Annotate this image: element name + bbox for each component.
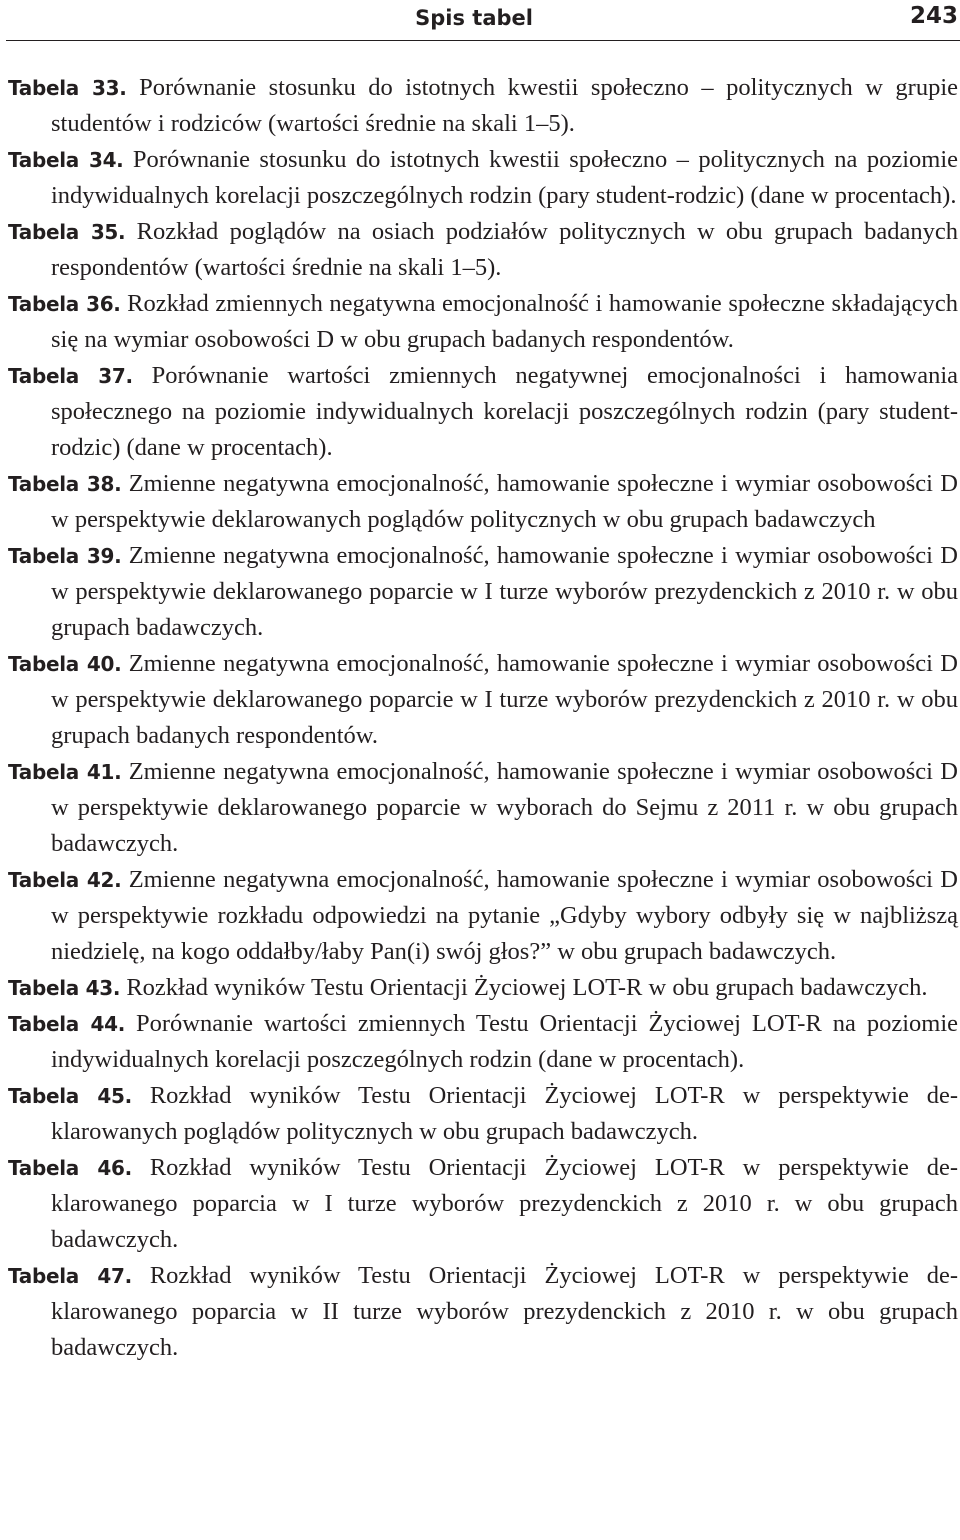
entry-label: Tabela 35. (8, 220, 126, 244)
entry-text: Porównanie stosunku do istotnych kwestii społeczno – politycznych na poziomie indywidualnych korelacji poszczególnych rodzin (pary student-rodzic) (dane w procentach). (51, 146, 959, 209)
entry-label: Tabela 44. (8, 1012, 126, 1036)
running-header-title: Spis tabel (415, 6, 533, 30)
entry-text: Rozkład wyników Testu Orientacji Życiowej LOT-R w obu grupach badawczych. (126, 974, 928, 1001)
table-list (8, 70, 958, 1366)
entry-text: Rozkład wyników Testu Orientacji Życiowej LOT-R w perspektywie deklarowanego poparcia w II turze wyborów prezydenckich z 2010 r. w obu grupach badawczych. (51, 1262, 959, 1361)
list-item (8, 466, 958, 538)
list-item (8, 646, 958, 754)
list-item (8, 70, 958, 142)
entry-text: Porównanie stosunku do istotnych kwestii społeczno – politycznych w grupie studentów i rodziców (wartości średnie na skali 1–5). (51, 74, 958, 137)
entry-label: Tabela 45. (8, 1084, 132, 1108)
list-item (8, 1006, 958, 1078)
entry-label: Tabela 46. (8, 1156, 132, 1180)
page-number: 243 (909, 3, 958, 29)
entry-text: Zmienne negatywna emocjonalność, hamowanie społeczne i wymiar osobowości D w perspektywie deklarowanego poparcie w wyborach do Sejmu z 2011 r. w obu grupach badawczych. (51, 758, 958, 857)
entry-label: Tabela 42. (8, 868, 122, 892)
entry-text: Zmienne negatywna emocjonalność, hamowanie społeczne i wymiar osobowości D w perspektywie deklarowanego poparcie w I turze wyborów prezydenckich z 2010 r. w obu grupach badanych respondentów. (51, 650, 958, 749)
entry-text: Rozkład poglądów na osiach podziałów politycznych w obu grupach badanych respondentów (wartości średnie na skali 1–5). (51, 218, 959, 281)
entry-text: Zmienne negatywna emocjonalność, hamowanie społeczne i wymiar osobowości D w perspektywie rozkładu odpowiedzi na pytanie „Gdyby wybory odbyły się w najbliższą niedzielę, na kogo oddałby/łaby Pan(i) swój głos?” w obu grupach badawczych. (51, 866, 958, 965)
list-item (8, 214, 958, 286)
list-item (8, 862, 958, 970)
list-item (8, 754, 958, 862)
list-item (8, 286, 958, 358)
list-item (8, 358, 958, 466)
entry-label: Tabela 40. (8, 652, 122, 676)
entry-text: Porównanie wartości zmiennych negatywnej emocjonalności i hamowania społecznego na poziomie indywidualnych korelacji poszczególnych rodzin (pary student-rodzic) (dane w procentach). (51, 362, 958, 461)
entry-label: Tabela 37. (8, 364, 133, 388)
entry-label: Tabela 43. (8, 976, 121, 1000)
entry-text: Zmienne negatywna emocjonalność, hamowanie społeczne i wymiar osobowości D w perspektywie deklarowanych poglądów politycznych w obu grupach badawczych (51, 470, 958, 533)
entry-text: Zmienne negatywna emocjonalność, hamowanie społeczne i wymiar osobowości D w perspektywie deklarowanego poparcie w I turze wyborów prezydenckich z 2010 r. w obu grupach badawczych. (51, 542, 958, 641)
entry-label: Tabela 39. (8, 544, 122, 568)
entry-text: Rozkład wyników Testu Orientacji Życiowej LOT-R w perspektywie deklarowanych poglądów politycznych w obu grupach badawczych. (51, 1082, 959, 1145)
entry-label: Tabela 47. (8, 1264, 132, 1288)
list-item (8, 970, 958, 1006)
entry-label: Tabela 41. (8, 760, 122, 784)
list-item (8, 1258, 958, 1366)
entry-label: Tabela 33. (8, 76, 127, 100)
entry-text: Rozkład wyników Testu Orientacji Życiowej LOT-R w perspektywie deklarowanego poparcia w I turze wyborów prezydenckich z 2010 r. w obu grupach badawczych. (51, 1154, 959, 1253)
page-header (0, 0, 960, 41)
list-item (8, 1078, 958, 1150)
entry-label: Tabela 38. (8, 472, 122, 496)
entry-label: Tabela 34. (8, 148, 124, 172)
list-item (8, 538, 958, 646)
entry-text: Porównanie wartości zmiennych Testu Orientacji Życiowej LOT-R na poziomie indywidualnych korelacji poszczególnych rodzin (dane w procentach). (51, 1010, 958, 1073)
entry-label: Tabela 36. (8, 292, 121, 316)
header-rule (6, 40, 960, 41)
list-item (8, 1150, 958, 1258)
entry-text: Rozkład zmiennych negatywna emocjonalność i hamowanie społeczne składających się na wymiar osobowości D w obu grupach badanych respondentów. (51, 290, 959, 353)
list-item (8, 142, 958, 214)
